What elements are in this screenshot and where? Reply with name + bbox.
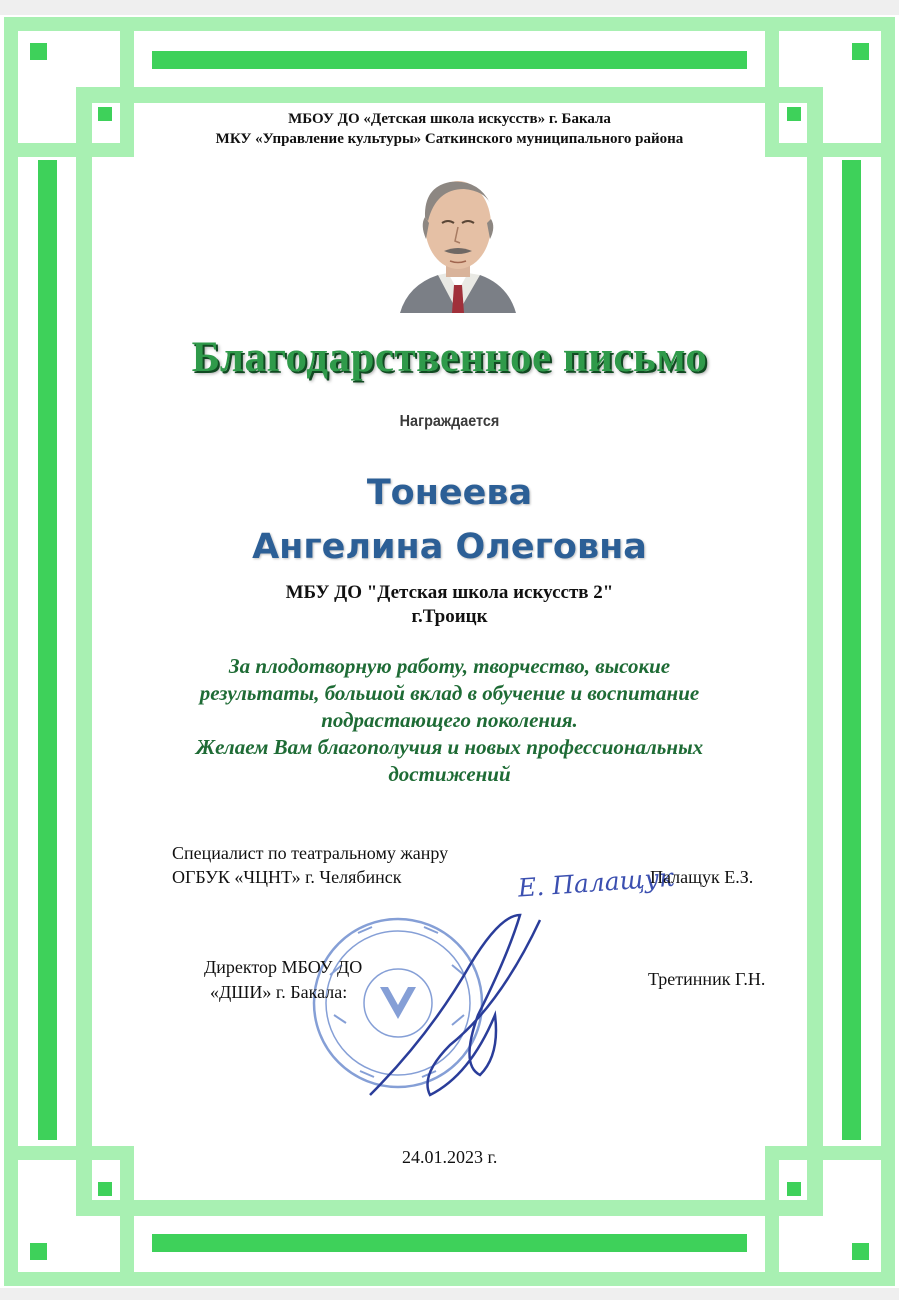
specialist-title-line-2: ОГБУК «ЧЦНТ» г. Челябинск [172, 867, 402, 887]
recipient-given-names: Ангелина Олеговна [252, 527, 647, 567]
message-line-4: Желаем Вам благополучия и новых профессиональных [195, 735, 704, 759]
certificate [0, 15, 899, 1288]
director-title-line-1: Директор МБОУ ДО [204, 957, 363, 977]
director-name: Третинник Г.Н. [648, 969, 766, 989]
awarded-label: Награждается [399, 413, 500, 430]
director-title-line-2: «ДШИ» г. Бакала: [210, 982, 348, 1002]
specialist-title-line-1: Специалист по театральному жанру [172, 843, 449, 863]
header-line-1: МБОУ ДО «Детская школа искусств» г. Бакала [288, 111, 611, 127]
message-line-5: достижений [388, 762, 511, 786]
message-line-1: За плодотворную работу, творчество, высокие [228, 654, 671, 678]
message-line-2: результаты, большой вклад в обучение и воспитание [199, 681, 700, 705]
issue-date: 24.01.2023 г. [402, 1147, 498, 1167]
recipient-surname: Тонеева [366, 473, 533, 513]
certificate-title: Благодарственное письмо [191, 334, 708, 381]
svg-text:Е. Палащук: Е. Палащук [517, 862, 675, 903]
message-line-3: подрастающего поколения. [321, 708, 578, 732]
recipient-city: г.Троицк [411, 606, 488, 627]
header-line-2: МКУ «Управление культуры» Саткинского муниципального района [215, 131, 684, 147]
specialist-name: Палащук Е.З. [650, 867, 754, 887]
recipient-organization: МБУ ДО "Детская школа искусств 2" [285, 582, 614, 603]
portrait-illustration [398, 173, 518, 313]
